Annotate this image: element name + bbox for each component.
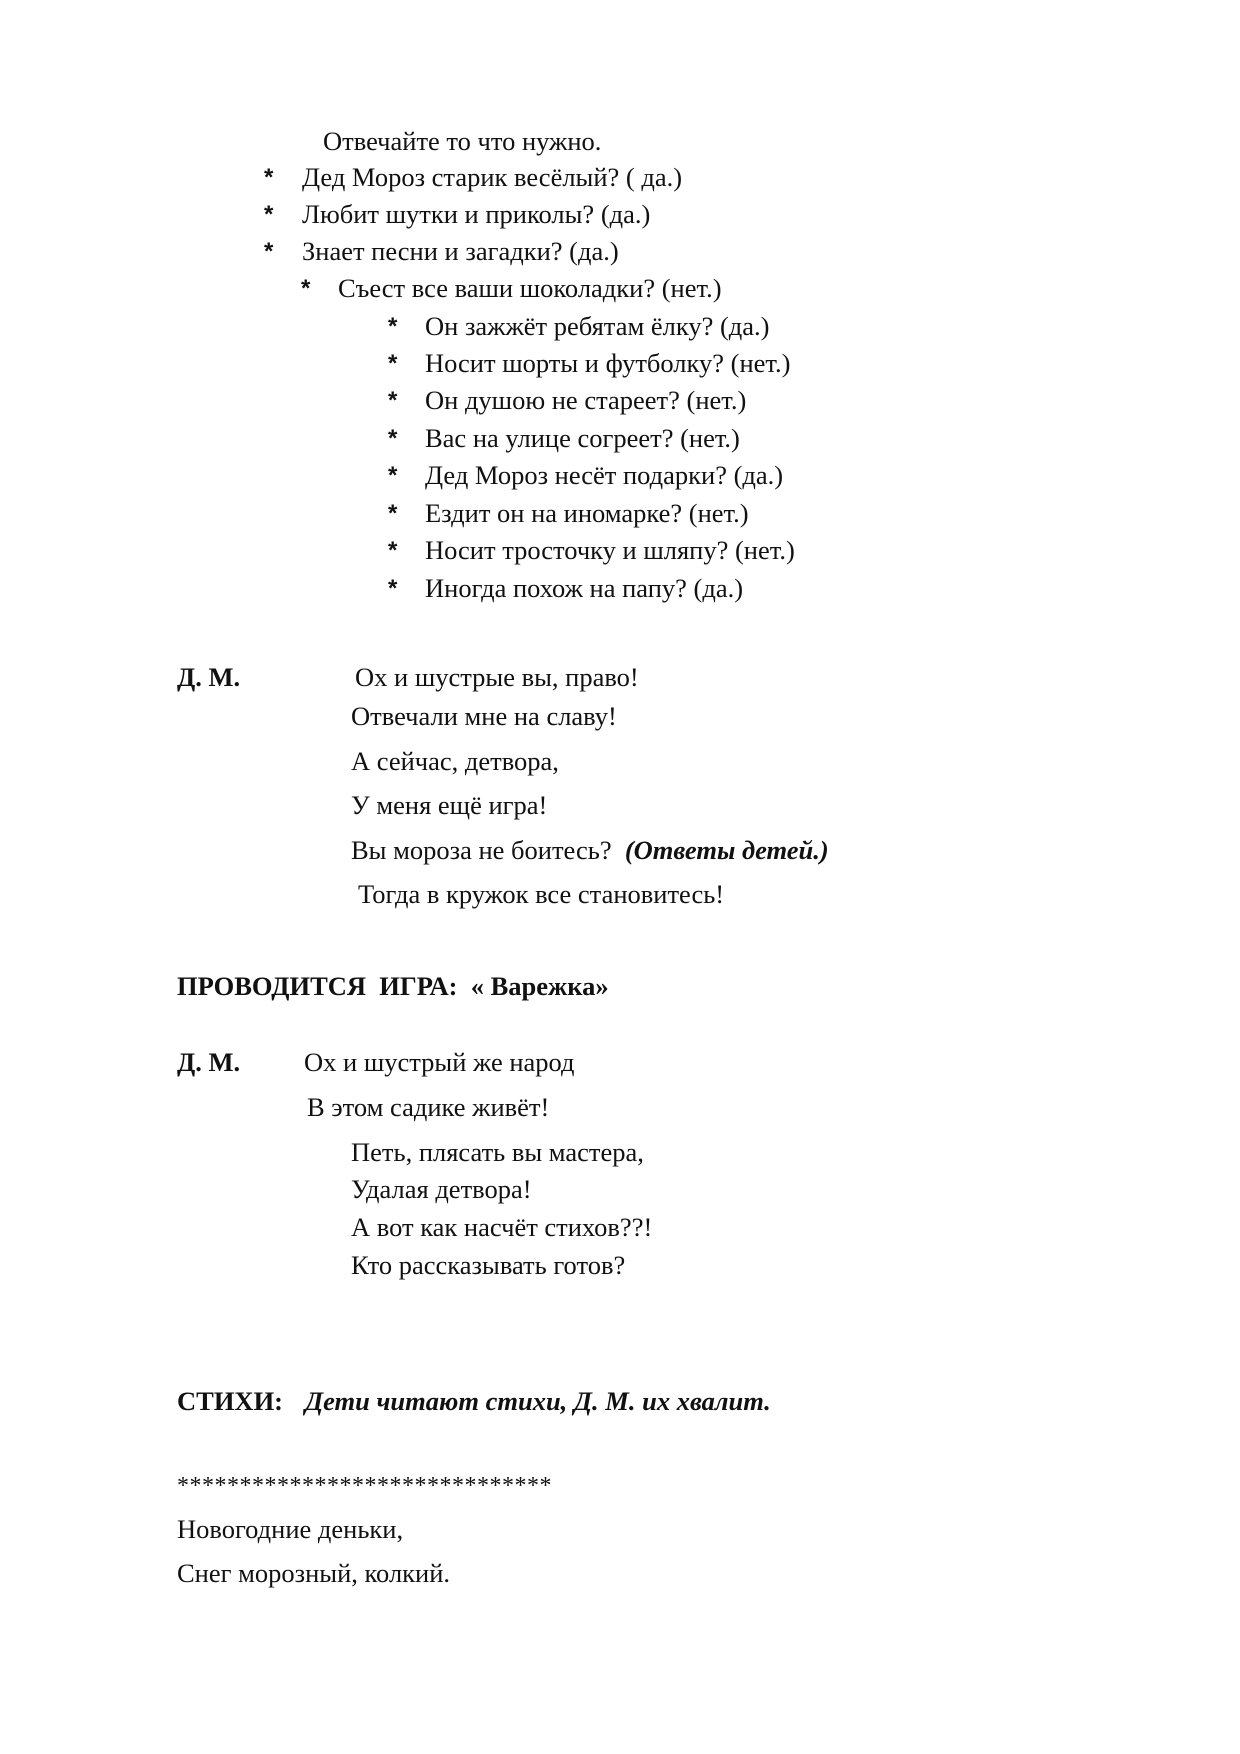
poem-line: Снег морозный, колкий. xyxy=(177,1558,451,1588)
quiz-item: Ездит он на иномарке? (нет.) xyxy=(425,498,749,528)
quiz-item: Дед Мороз несёт подарки? (да.) xyxy=(425,460,784,490)
speaker-label: Д. М. xyxy=(177,1047,241,1077)
verse-line: Ох и шустрые вы, право! xyxy=(355,662,639,692)
quiz-item: Носит тросточку и шляпу? (нет.) xyxy=(425,535,795,565)
bullet-icon: * xyxy=(388,313,398,340)
verse-line: Петь, плясать вы мастера, xyxy=(351,1137,644,1167)
verse-line: Ох и шустрый же народ xyxy=(304,1047,575,1077)
quiz-item: Носит шорты и футболку? (нет.) xyxy=(425,348,791,378)
poem-line: Новогодние деньки, xyxy=(177,1514,404,1544)
quiz-item: Вас на улице согреет? (нет.) xyxy=(425,423,740,453)
quiz-item: Он зажжёт ребятам ёлку? (да.) xyxy=(425,311,770,341)
quiz-item: Иногда похож на папу? (да.) xyxy=(425,573,744,603)
bullet-icon: * xyxy=(264,201,274,228)
bullet-icon: * xyxy=(264,164,274,191)
quiz-item: Съест все ваши шоколадки? (нет.) xyxy=(338,273,722,303)
verse-line: А сейчас, детвора, xyxy=(351,746,559,776)
poems-heading xyxy=(177,1388,771,1415)
bullet-icon: * xyxy=(388,462,398,489)
separator: ****************************** xyxy=(177,1473,552,1499)
bullet-icon: * xyxy=(388,387,398,414)
verse-text: Вы мороза не боитесь? xyxy=(351,835,625,865)
verse-line: А вот как насчёт стихов??! xyxy=(351,1212,653,1242)
verse-line-with-direction xyxy=(351,837,829,864)
verse-line: В этом садике живёт! xyxy=(307,1092,550,1122)
bullet-icon: * xyxy=(264,238,274,265)
quiz-item: Дед Мороз старик весёлый? ( да.) xyxy=(302,162,683,192)
verse-line: Тогда в кружок все становитесь! xyxy=(358,879,725,909)
quiz-item: Знает песни и загадки? (да.) xyxy=(302,236,619,266)
speaker-label: Д. М. xyxy=(177,662,241,692)
quiz-intro: Отвечайте то что нужно. xyxy=(323,126,602,156)
bullet-icon: * xyxy=(388,350,398,377)
poems-direction: Дети читают стихи, Д. М. их хвалит. xyxy=(305,1386,771,1416)
verse-line: Отвечали мне на славу! xyxy=(351,701,617,731)
bullet-icon: * xyxy=(388,425,398,452)
poems-label: СТИХИ: xyxy=(177,1386,283,1416)
bullet-icon: * xyxy=(301,275,311,302)
quiz-item: Любит шутки и приколы? (да.) xyxy=(302,199,651,229)
verse-line: Удалая детвора! xyxy=(351,1174,532,1204)
verse-line: Кто рассказывать готов? xyxy=(351,1250,626,1280)
quiz-item: Он душою не стареет? (нет.) xyxy=(425,385,747,415)
stage-direction: (Ответы детей.) xyxy=(624,835,829,865)
bullet-icon: * xyxy=(388,500,398,527)
verse-line: У меня ещё игра! xyxy=(351,790,548,820)
bullet-icon: * xyxy=(388,537,398,564)
bullet-icon: * xyxy=(388,575,398,602)
game-heading: ПРОВОДИТСЯ ИГРА: « Варежка» xyxy=(177,971,609,1001)
